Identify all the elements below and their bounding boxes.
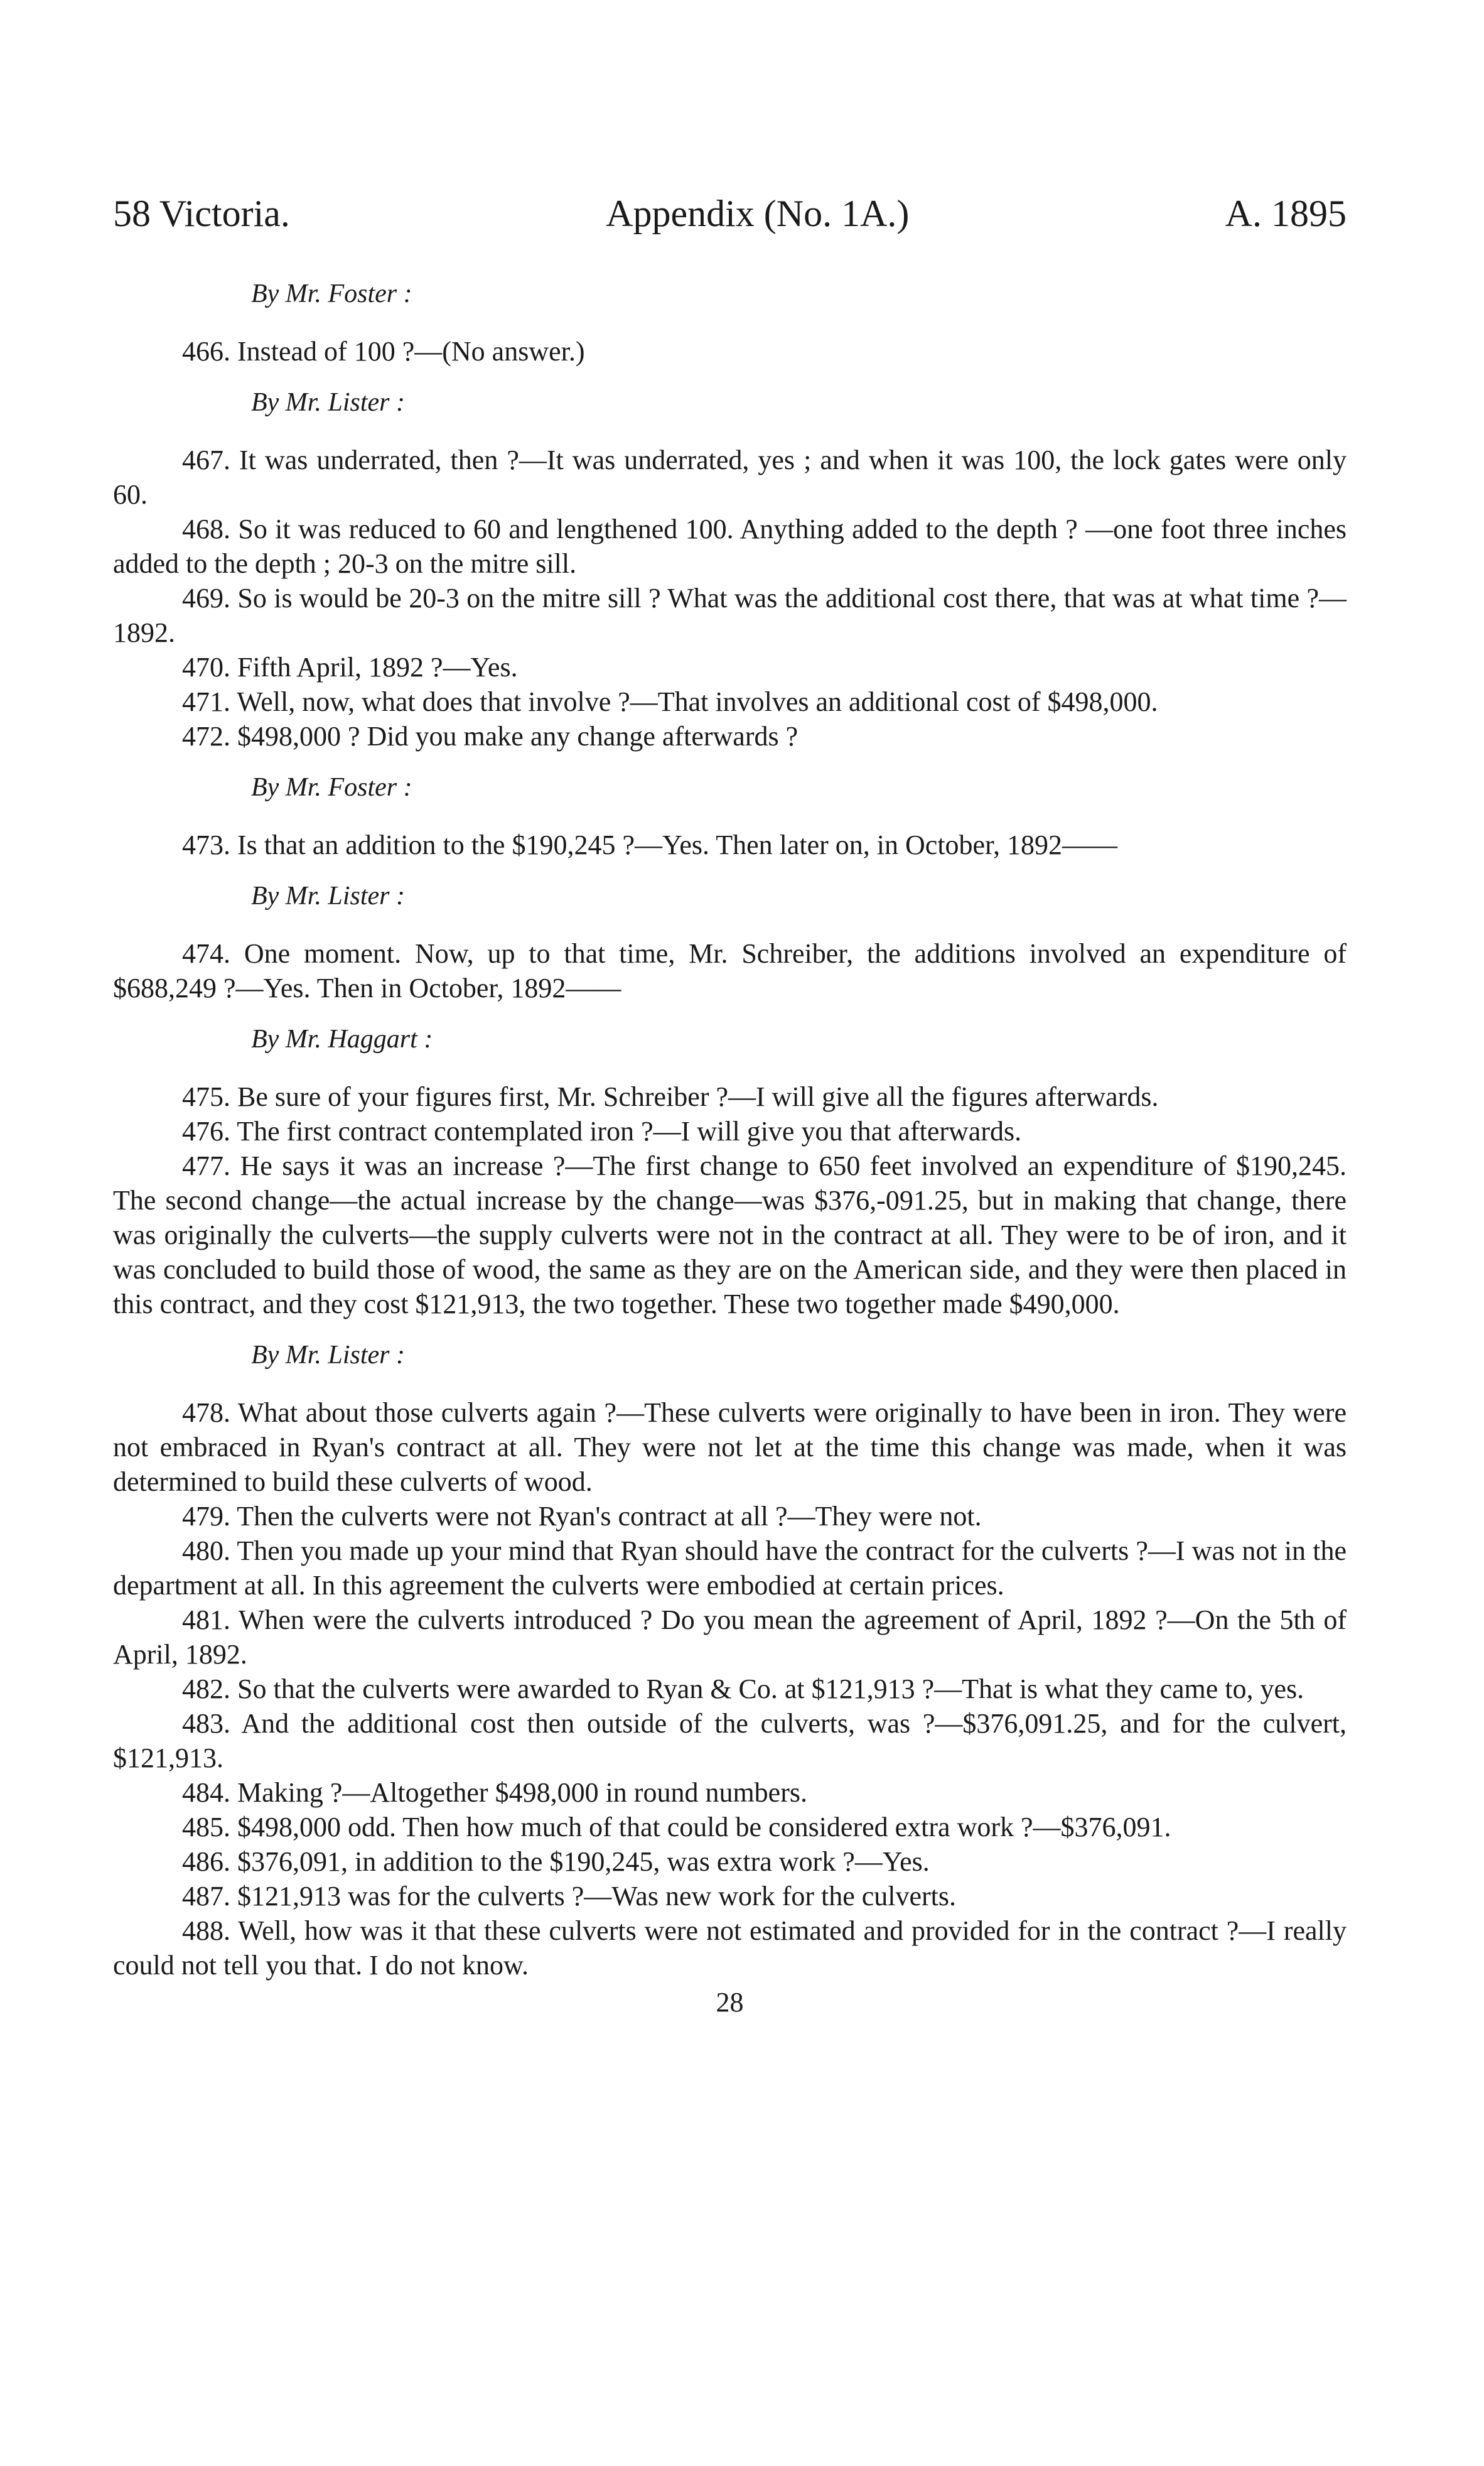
speaker-heading: By Mr. Foster :	[251, 773, 412, 802]
testimony-paragraph: 479. Then the culverts were not Ryan's contract at all ?—They were not.	[182, 1501, 982, 1532]
speaker-heading: By Mr. Lister :	[251, 882, 405, 911]
testimony-paragraph: 466. Instead of 100 ?—(No answer.)	[182, 336, 585, 367]
header-appendix: Appendix (No. 1A.)	[606, 193, 910, 234]
testimony-paragraph: 477. He says it was an increase ?—The first change to 650 feet involved an expenditure of $190,245. The second change—the actual increase by the change—was $376,-091.25, but in making that change, there was originally the culverts—the supply culverts were not in the contract at all. They were to be of iron, and it was concluded to build those of wood, the same as they are on the American side, and they were then placed in this contract, and they cost $121,913, the two together. These two together made $490,000.	[113, 1150, 1347, 1319]
testimony-paragraph: 485. $498,000 odd. Then how much of that could be considered extra work ?—$376,091.	[182, 1812, 1171, 1842]
speaker-heading: By Mr. Lister :	[251, 1341, 405, 1370]
testimony-paragraph: 476. The first contract contemplated iron ?—I will give you that afterwards.	[182, 1116, 1022, 1147]
testimony-paragraph: 467. It was underrated, then ?—It was underrated, yes ; and when it was 100, the lock gates were only 60.	[113, 445, 1347, 510]
testimony-paragraph: 483. And the additional cost then outside of the culverts, was ?—$376,091.25, and for the culvert, $121,913.	[113, 1708, 1347, 1773]
testimony-paragraph: 478. What about those culverts again ?—These culverts were originally to have been in iron. They were not embraced in Ryan's contract at all. They were not let at the time this change was made, when it was determined to build these culverts of wood.	[113, 1397, 1347, 1497]
speaker-heading: By Mr. Haggart :	[251, 1025, 433, 1054]
testimony-paragraph: 484. Making ?—Altogether $498,000 in round numbers.	[182, 1777, 807, 1808]
page-number: 28	[716, 1987, 744, 2018]
testimony-paragraph: 474. One moment. Now, up to that time, Mr. Schreiber, the additions involved an expenditure of $688,249 ?—Yes. Then in October, 1892——	[113, 938, 1347, 1003]
testimony-paragraph: 482. So that the culverts were awarded to Ryan & Co. at $121,913 ?—That is what they came to, yes.	[182, 1674, 1304, 1704]
header-volume: 58 Victoria.	[113, 193, 290, 234]
testimony-paragraph: 469. So is would be 20-3 on the mitre sill ? What was the additional cost there, that was at what time ?—1892.	[113, 583, 1347, 648]
header-year: A. 1895	[1225, 193, 1347, 234]
testimony-paragraph: 473. Is that an addition to the $190,245 ?—Yes. Then later on, in October, 1892——	[182, 830, 1117, 860]
testimony-paragraph: 480. Then you made up your mind that Ryan should have the contract for the culverts ?—I was not in the department at all. In this agreement the culverts were embodied at certain prices.	[113, 1535, 1347, 1601]
testimony-body	[113, 276, 1347, 1982]
testimony-paragraph: 475. Be sure of your figures first, Mr. Schreiber ?—I will give all the figures afterwards.	[182, 1081, 1159, 1112]
testimony-paragraph: 471. Well, now, what does that involve ?—That involves an additional cost of $498,000.	[182, 686, 1158, 717]
testimony-paragraph: 470. Fifth April, 1892 ?—Yes.	[182, 652, 518, 683]
speaker-heading: By Mr. Foster :	[251, 279, 412, 308]
running-header	[113, 188, 1347, 239]
testimony-paragraph: 481. When were the culverts introduced ? Do you mean the agreement of April, 1892 ?—On the 5th of April, 1892.	[113, 1604, 1347, 1670]
testimony-paragraph: 488. Well, how was it that these culverts were not estimated and provided for in the contract ?—I really could not tell you that. I do not know.	[113, 1915, 1347, 1981]
testimony-paragraph: 486. $376,091, in addition to the $190,245, was extra work ?—Yes.	[182, 1846, 930, 1877]
document-page	[113, 188, 1347, 2020]
testimony-paragraph: 472. $498,000 ? Did you make any change afterwards ?	[182, 721, 798, 752]
speaker-heading: By Mr. Lister :	[251, 388, 405, 417]
testimony-paragraph: 487. $121,913 was for the culverts ?—Was new work for the culverts.	[182, 1881, 957, 1912]
testimony-paragraph: 468. So it was reduced to 60 and lengthened 100. Anything added to the depth ? —one foot three inches added to the depth ; 20-3 on the mitre sill.	[113, 514, 1347, 579]
